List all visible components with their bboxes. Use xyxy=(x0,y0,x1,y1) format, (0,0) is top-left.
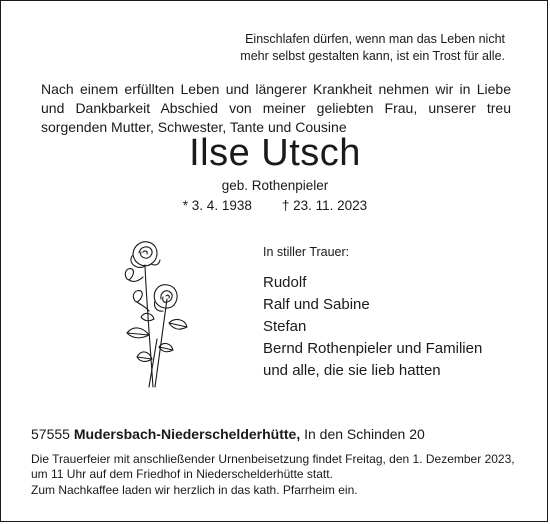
mourners-list xyxy=(263,272,482,382)
mourning-label: In stiller Trauer: xyxy=(263,245,350,259)
funeral-service-text: Die Trauerfeier mit anschließender Urnenbeisetzung findet Freitag, den 1. Dezember 2023, um 11 Uhr auf dem Friedhof in Niederschelderhütte statt. xyxy=(31,452,515,481)
intro-paragraph: Nach einem erfüllten Leben und längerer Krankheit nehmen wir in Liebe und Dankbarkeit Abschied von meiner geliebten Frau, unserer treu sorgenden Mutter, Schwester, Tante und Cousine xyxy=(41,81,511,135)
postal-code: 57555 xyxy=(31,426,70,442)
rose-illustration-icon xyxy=(119,239,191,389)
mourner-name: Ralf und Sabine xyxy=(263,296,370,313)
motto-quote xyxy=(240,31,505,65)
deceased-name: Ilse Utsch xyxy=(189,132,361,174)
motto-line-2: mehr selbst gestalten kann, ist ein Trost für alle. xyxy=(240,49,505,63)
birth-date: * 3. 4. 1938 xyxy=(182,198,252,213)
family-address xyxy=(31,425,425,443)
street-name: In den Schinden 20 xyxy=(304,426,425,442)
maiden-name: geb. Rothenpieler xyxy=(221,178,329,193)
coffee-invitation-text: Zum Nachkaffee laden wir herzlich in das kath. Pfarrheim ein. xyxy=(31,483,358,497)
motto-line-1: Einschlafen dürfen, wenn man das Leben nicht xyxy=(245,32,505,46)
mourner-name: und alle, die sie lieb hatten xyxy=(263,362,441,379)
mourner-name: Bernd Rothenpieler und Familien xyxy=(263,340,483,357)
mourner-name: Rudolf xyxy=(263,274,307,291)
life-dates xyxy=(1,197,549,215)
mourner-name: Stefan xyxy=(263,318,307,335)
town-name: Mudersbach-Niederschelderhütte, xyxy=(73,426,301,442)
death-date: † 23. 11. 2023 xyxy=(281,198,368,213)
